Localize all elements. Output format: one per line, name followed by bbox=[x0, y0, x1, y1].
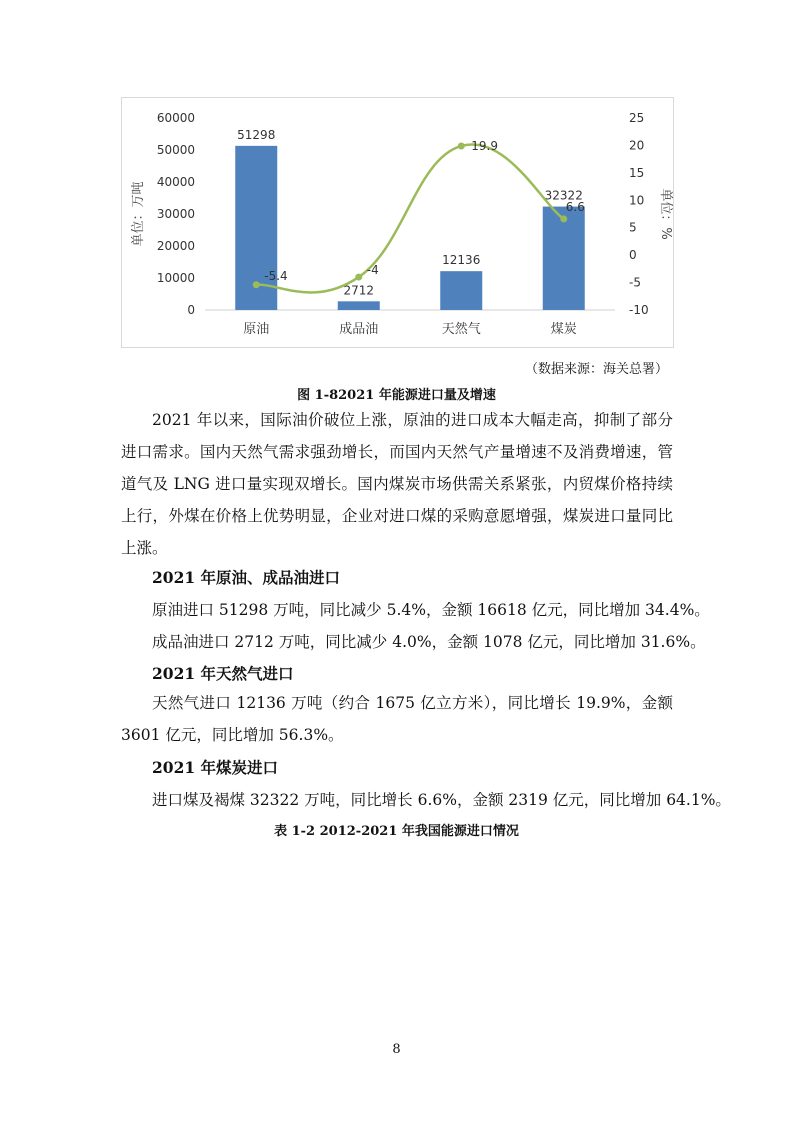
x-tick-label: 成品油 bbox=[339, 322, 379, 337]
x-tick-label: 天然气 bbox=[441, 322, 481, 337]
source-note: （数据来源：海关总署） bbox=[524, 362, 668, 377]
y-tick-label: 50000 bbox=[156, 143, 195, 157]
refined-oil-line: 成品油进口 2712 万吨，同比减少 4.0%，金额 1078 亿元，同比增加 31.6%。 bbox=[152, 633, 706, 651]
y-axis-right bbox=[629, 111, 649, 317]
x-tick-label: 原油 bbox=[243, 322, 270, 337]
line-series bbox=[253, 139, 585, 293]
crude-oil-line: 原油进口 51298 万吨，同比减少 5.4%，金额 16618 亿元，同比增加 34.4%。 bbox=[152, 601, 710, 619]
y-axis-label: 单位：万吨 bbox=[131, 181, 146, 247]
heading-coal: 2021 年煤炭进口 bbox=[152, 758, 279, 777]
line-point bbox=[355, 274, 362, 281]
y2-tick-label: 10 bbox=[629, 193, 645, 208]
line-point bbox=[560, 215, 567, 222]
y2-tick-label: -5 bbox=[629, 275, 641, 290]
y2-tick-label: 15 bbox=[629, 165, 645, 180]
y2-tick-label: 0 bbox=[629, 248, 637, 263]
bar-data-label: 51298 bbox=[237, 127, 276, 142]
y-tick-label: 30000 bbox=[156, 207, 195, 221]
bar bbox=[338, 301, 380, 310]
y-tick-label: 60000 bbox=[156, 111, 195, 125]
line-data-label: -5.4 bbox=[264, 268, 288, 283]
page-number: 8 bbox=[392, 1042, 401, 1057]
energy-import-chart bbox=[121, 97, 674, 348]
y2-tick-label: 20 bbox=[629, 138, 645, 153]
heading-gas: 2021 年天然气进口 bbox=[152, 664, 294, 683]
y-tick-label: 10000 bbox=[156, 271, 195, 285]
coal-line: 进口煤及褐煤 32322 万吨，同比增长 6.6%，金额 2319 亿元，同比增加 64.1%。 bbox=[152, 791, 731, 809]
y-tick-label: 40000 bbox=[156, 175, 195, 189]
intro-paragraph: 2021 年以来，国际油价破位上涨，原油的进口成本大幅走高，抑制了部分进口需求。国内天然气需求强劲增长，而国内天然气产量增速不及消费增速，管道气及 LNG 进口量实现双增长。国内煤炭市场供需关系紧张，内贸煤价格持续上行，外煤在价格上优势明显，企业对进口煤的采购意愿增强，煤炭进口量同比上涨。 bbox=[121, 411, 673, 557]
y-tick-label: 20000 bbox=[156, 239, 195, 253]
growth-line bbox=[256, 144, 564, 292]
line-point bbox=[253, 281, 260, 288]
bar-data-label: 2712 bbox=[343, 283, 375, 298]
table-caption: 表 1-2 2012-2021 年我国能源进口情况 bbox=[274, 824, 519, 839]
line-data-label: -4 bbox=[366, 263, 379, 278]
x-axis bbox=[243, 321, 577, 337]
line-data-label: 19.9 bbox=[471, 138, 498, 153]
y2-tick-label: 25 bbox=[629, 111, 645, 125]
y2-axis-label: 单位：% bbox=[658, 188, 673, 240]
bar-data-label: 12136 bbox=[442, 253, 481, 268]
heading-oil: 2021 年原油、成品油进口 bbox=[152, 568, 341, 587]
chart-canvas bbox=[122, 98, 673, 347]
y2-tick-label: -10 bbox=[629, 303, 649, 317]
y2-tick-label: 5 bbox=[629, 220, 637, 235]
bar-series bbox=[235, 128, 585, 310]
gas-paragraph: 天然气进口 12136 万吨（约合 1675 亿立方米），同比增长 19.9%，金额 3601 亿元，同比增加 56.3%。 bbox=[121, 694, 673, 744]
x-tick-label: 煤炭 bbox=[550, 322, 577, 337]
figure-caption: 图 1-82021 年能源进口量及增速 bbox=[297, 388, 496, 403]
line-data-label: 6.6 bbox=[565, 199, 585, 214]
y-tick-label: 0 bbox=[187, 303, 195, 317]
bar bbox=[440, 271, 482, 310]
line-point bbox=[458, 142, 465, 149]
bar-data-label: 32322 bbox=[544, 188, 583, 203]
